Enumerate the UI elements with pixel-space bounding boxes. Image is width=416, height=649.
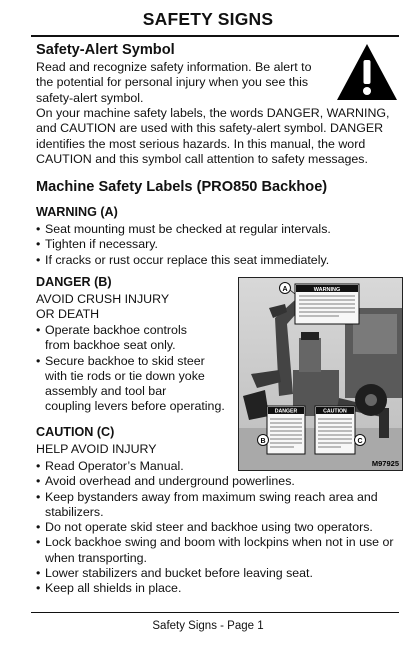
text-line: • Keep all shields in place. — [45, 581, 182, 596]
safety-alert-paragraph-2 — [36, 106, 389, 167]
callout-b: B — [260, 437, 266, 445]
text-line: Read and recognize safety information. Be alert to — [36, 60, 312, 74]
text-line: from backhoe seat only. — [45, 338, 176, 353]
caution-subheading — [36, 442, 157, 457]
warning-list — [36, 222, 331, 268]
text-line: • Operate backhoe controls — [45, 323, 187, 337]
text-line: • Lower stabilizers and bucket before leaving seat. — [45, 566, 313, 581]
machine-labels-heading: Machine Safety Labels (PRO850 Backhoe) — [36, 179, 328, 195]
page-footer: Safety Signs - Page 1 — [152, 620, 264, 632]
text-line: when transporting. — [45, 550, 147, 565]
list-item: • Seat mounting must be checked at regular intervals. — [36, 222, 331, 237]
footer-rule — [31, 612, 399, 613]
warning-label-text: WARNING — [313, 286, 341, 293]
title-rule — [31, 35, 399, 37]
list-item — [36, 566, 394, 581]
caution-heading: CAUTION (C) — [36, 425, 115, 439]
list-item — [36, 535, 394, 566]
text-line: safety-alert symbol. — [36, 90, 144, 105]
text-line: stabilizers. — [45, 504, 104, 519]
text-line: • Read Operator’s Manual. — [45, 459, 184, 473]
text-line: HELP AVOID INJURY — [36, 442, 157, 456]
text-line: • Secure backhoe to skid steer — [45, 353, 205, 368]
text-line: OR DEATH — [36, 307, 100, 322]
text-line: • Avoid overhead and underground powerlines. — [45, 474, 295, 489]
callout-c: C — [357, 437, 363, 445]
text-line: AVOID CRUSH INJURY — [36, 292, 170, 306]
safety-alert-heading: Safety-Alert Symbol — [36, 42, 175, 58]
text-line: assembly and tool bar — [45, 384, 167, 399]
list-item — [36, 323, 225, 354]
text-line: coupling levers before operating. — [45, 399, 225, 414]
text-line: and CAUTION are used with this safety-alert symbol. DANGER — [36, 121, 384, 136]
caution-label-text: CAUTION — [323, 408, 347, 415]
text-line: • Keep bystanders away from maximum swing reach area and — [45, 489, 378, 504]
list-item — [36, 490, 394, 521]
warning-heading: WARNING (A) — [36, 205, 118, 219]
list-item: • Tighten if necessary. — [36, 237, 331, 252]
text-line: with tie rods or tie down yoke — [45, 368, 205, 383]
text-line: CAUTION and this symbol call attention to safety messages. — [36, 151, 368, 166]
backhoe-label-photo — [238, 277, 403, 471]
text-line: • Do not operate skid steer and backhoe using two operators. — [45, 520, 373, 535]
text-line: On your machine safety labels, the words DANGER, WARNING, — [36, 106, 390, 120]
safety-alert-paragraph-1 — [36, 60, 312, 106]
callout-a: A — [282, 285, 288, 293]
figure-id: M97925 — [371, 459, 399, 468]
list-item — [36, 474, 394, 489]
list-item — [36, 520, 394, 535]
text-line: identifies the most serious hazards. In this manual, the word — [36, 136, 366, 151]
backhoe-illustration — [239, 278, 402, 470]
list-item — [36, 581, 394, 596]
page-title: SAFETY SIGNS — [142, 9, 274, 29]
danger-label-text: DANGER — [274, 408, 298, 415]
safety-alert-triangle-icon — [335, 42, 399, 102]
danger-heading: DANGER (B) — [36, 275, 112, 289]
list-item: • If cracks or rust occur replace this seat immediately. — [36, 253, 331, 268]
danger-subheading — [36, 292, 169, 323]
danger-list — [36, 323, 225, 415]
text-line: • Lock backhoe swing and boom with lockpins when not in use or — [45, 535, 394, 550]
text-line: the potential for personal injury when you see this — [36, 75, 309, 90]
list-item — [36, 354, 225, 415]
caution-list — [36, 459, 394, 597]
